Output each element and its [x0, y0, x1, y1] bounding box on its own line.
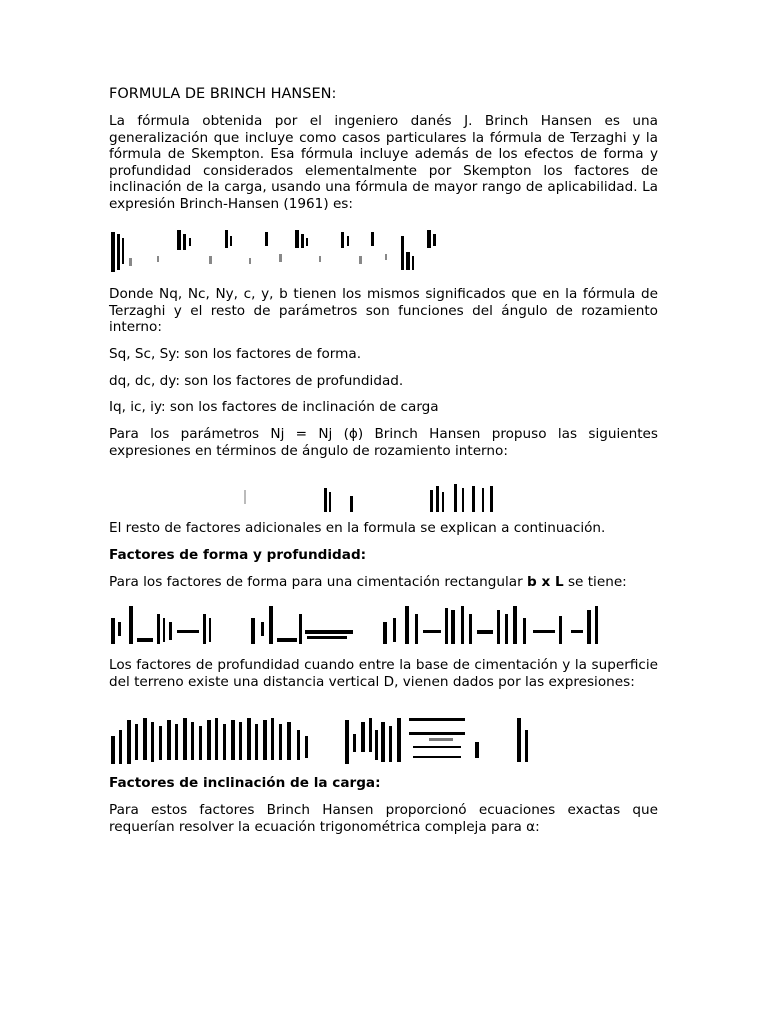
formula-glyphs — [109, 600, 604, 648]
document-title: FORMULA DE BRINCH HANSEN: — [109, 86, 337, 102]
inclinacion-paragraph: Para estos factores Brinch Hansen proporcionó ecuaciones exactas que requerían resolver la ecuación trigonométrica compleja para α: — [109, 802, 658, 835]
formula-glyphs — [109, 228, 439, 274]
forma-text-pre: Para los factores de forma para una cimentación rectangular — [109, 574, 527, 590]
profundidad-paragraph: Los factores de profundidad cuando entre la base de cimentación y la superficie del terreno existe una distancia vertical D, vienen dados por las expresiones: — [109, 657, 658, 690]
heading-inclinacion: Factores de inclinación de la carga: — [109, 775, 381, 791]
shape-factors-image — [109, 600, 604, 648]
list-item-forma: Sq, Sc, Sy: son los factores de forma. — [109, 346, 362, 362]
resto-paragraph: El resto de factores adicionales en la formula se explican a continuación. — [109, 520, 606, 536]
parametros-paragraph: Para los parámetros Nj = Nj (ϕ) Brinch Hansen propuso las siguientes expresiones en términos de ángulo de rozamiento interno: — [109, 426, 658, 459]
heading-forma-profundidad: Factores de forma y profundidad: — [109, 547, 367, 563]
donde-paragraph: Donde Nq, Nc, Ny, c, y, b tienen los mismos significados que en la fórmula de Terzaghi y el resto de parámetros son funciones del ángulo de rozamiento interno: — [109, 286, 658, 335]
formula-glyphs — [109, 712, 534, 768]
forma-text-post: se tiene: — [563, 574, 627, 590]
nj-expressions-image — [240, 482, 495, 514]
forma-text-bold: b x L — [527, 574, 564, 590]
formula-glyphs — [240, 482, 495, 514]
depth-factors-image — [109, 712, 534, 768]
intro-paragraph: La fórmula obtenida por el ingeniero danés J. Brinch Hansen es una generalización que incluye como casos particulares la fórmula de Terzaghi y la fórmula de Skempton. Esa fórmula incluye además de los efectos de forma y profundidad considerados elementalmente por Skempton los factores de inclinación de la carga, usando una fórmula de mayor rango de aplicabilidad. La expresión Brinch-Hansen (1961) es: — [109, 113, 658, 212]
brinch-hansen-formula-image — [109, 228, 439, 274]
list-item-profundidad: dq, dc, dy: son los factores de profundidad. — [109, 373, 404, 389]
list-item-inclinacion: Iq, ic, iy: son los factores de inclinación de carga — [109, 399, 439, 415]
forma-paragraph — [109, 574, 658, 591]
